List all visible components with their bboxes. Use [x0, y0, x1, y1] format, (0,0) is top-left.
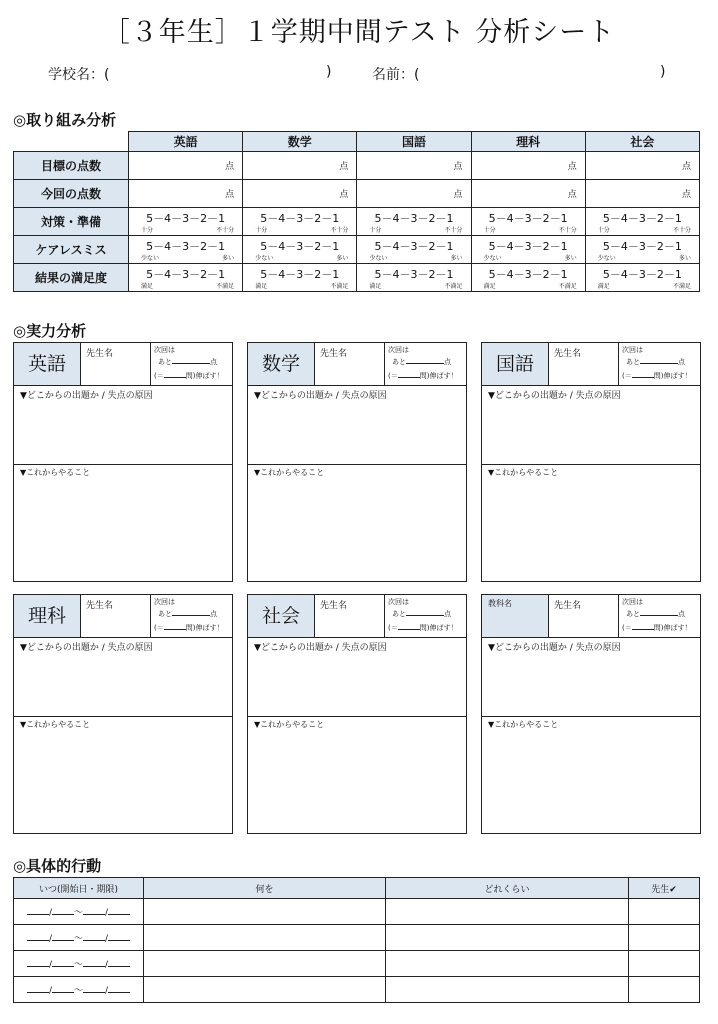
rating-cell[interactable]	[129, 208, 243, 236]
ato-label: あと	[626, 610, 640, 618]
school-label: 学校名：(	[48, 67, 110, 83]
rating-cell[interactable]	[585, 264, 699, 292]
eq-label: (＝	[388, 624, 398, 632]
date-blank[interactable]	[52, 940, 74, 941]
mon-label: 問)	[419, 624, 430, 632]
teacher-name-cell[interactable]	[80, 595, 151, 638]
rating-cell[interactable]	[471, 264, 585, 292]
points-to-gain	[626, 609, 685, 619]
rating-low-label: 少ない	[141, 255, 160, 262]
rating-high-label: 不十分	[216, 227, 235, 234]
rating-cell[interactable]	[243, 208, 357, 236]
source-cause-prompt: ▼どこからの出題か / 失点の原因	[20, 391, 153, 401]
date-blank[interactable]	[52, 914, 74, 915]
plan-what-cell[interactable]	[144, 899, 386, 925]
date-slash: /	[105, 986, 109, 996]
todo-prompt: ▼これからやること	[20, 468, 91, 477]
eq-label: (＝	[622, 372, 632, 380]
rating-high-label: 不十分	[558, 227, 577, 234]
rating-scale: 5－4－3－2－1	[602, 268, 682, 281]
nobasu-label: 伸ばす！	[663, 372, 692, 380]
rating-high-label: 不満足	[330, 283, 349, 290]
effort-row	[14, 180, 700, 208]
points-blank[interactable]	[406, 363, 444, 364]
rating-scale: 5－4－3－2－1	[488, 212, 568, 225]
plan-row	[14, 925, 700, 951]
next-goal-cell[interactable]	[150, 343, 232, 386]
next-goal-cell[interactable]	[384, 595, 466, 638]
plan-what-cell[interactable]	[144, 951, 386, 977]
rating-low-label: 少ない	[369, 255, 388, 262]
points-unit: 点	[678, 610, 685, 618]
rating-scale: 5－4－3－2－1	[146, 240, 226, 253]
rating-scale: 5－4－3－2－1	[488, 268, 568, 281]
plan-amount-cell[interactable]	[386, 977, 629, 1003]
plan-header: いつ(開始日・期限)	[14, 878, 144, 899]
teacher-label: 先生名	[86, 601, 114, 611]
questions-blank[interactable]	[632, 377, 654, 378]
rating-high-label: 不十分	[672, 227, 691, 234]
score-cell[interactable]: 点	[585, 180, 699, 208]
rating-cell[interactable]	[585, 208, 699, 236]
next-label: 次回は	[154, 346, 175, 354]
plan-row	[14, 951, 700, 977]
date-slash: /	[105, 908, 109, 918]
next-goal-cell[interactable]	[384, 343, 466, 386]
plan-row	[14, 899, 700, 925]
name-label: 名前：(	[372, 67, 420, 83]
teacher-name-cell[interactable]	[314, 595, 385, 638]
plan-date-cell[interactable]	[14, 925, 144, 951]
rating-cell[interactable]	[243, 264, 357, 292]
rating-low-label: 十分	[597, 227, 610, 234]
ability-box	[481, 594, 701, 834]
plan-date-cell[interactable]	[14, 977, 144, 1003]
rating-high-label: 多い	[678, 255, 691, 262]
points-blank[interactable]	[640, 615, 678, 616]
rating-low-label: 満足	[369, 283, 382, 290]
questions-to-gain	[154, 623, 223, 633]
divider	[14, 464, 232, 465]
points-unit: 点	[444, 610, 451, 618]
eq-label: (＝	[388, 372, 398, 380]
eq-label: (＝	[622, 624, 632, 632]
points-unit: 点	[210, 610, 217, 618]
subject-name: 理科	[14, 595, 81, 638]
points-unit: 点	[210, 358, 217, 366]
rating-low-label: 満足	[483, 283, 496, 290]
rating-high-label: 多い	[336, 255, 349, 262]
effort-analysis-table	[13, 131, 700, 292]
corner-cell	[14, 132, 129, 152]
rating-low-label: 十分	[369, 227, 382, 234]
effort-row	[14, 264, 700, 292]
rating-high-label: 不満足	[216, 283, 235, 290]
page-title: ［３年生］１学期中間テスト 分析シート	[102, 17, 616, 48]
rating-high-label: 不満足	[672, 283, 691, 290]
subject-name: 数学	[248, 343, 315, 386]
rating-high-label: 不満足	[558, 283, 577, 290]
score-cell[interactable]: 点	[357, 180, 471, 208]
divider	[14, 716, 232, 717]
ability-box	[13, 342, 233, 582]
rating-scale: 5－4－3－2－1	[260, 240, 340, 253]
rating-scale: 5－4－3－2－1	[146, 268, 226, 281]
next-label: 次回は	[154, 598, 175, 606]
todo-prompt: ▼これからやること	[488, 720, 559, 729]
action-plan-table	[13, 877, 700, 1003]
plan-row	[14, 977, 700, 1003]
rating-cell[interactable]	[585, 236, 699, 264]
next-goal-cell[interactable]	[618, 595, 700, 638]
date-blank[interactable]	[52, 992, 74, 993]
teacher-name-cell[interactable]	[548, 595, 619, 638]
points-unit: 点	[444, 358, 451, 366]
teacher-label: 先生名	[320, 601, 348, 611]
score-cell[interactable]: 点	[471, 152, 585, 180]
date-blank[interactable]	[52, 966, 74, 967]
rating-scale: 5－4－3－2－1	[488, 240, 568, 253]
effort-row-label: 結果の満足度	[14, 264, 129, 292]
divider	[248, 716, 466, 717]
eq-label: (＝	[154, 372, 164, 380]
rating-low-label: 満足	[255, 283, 268, 290]
date-tilde: ～	[73, 986, 83, 996]
subject-name: 国語	[482, 343, 549, 386]
todo-prompt: ▼これからやること	[254, 468, 325, 477]
rating-cell[interactable]	[357, 264, 471, 292]
teacher-label: 先生名	[554, 349, 582, 359]
date-slash: /	[105, 934, 109, 944]
rating-high-label: 不十分	[444, 227, 463, 234]
date-blank[interactable]	[108, 992, 130, 993]
todo-prompt: ▼これからやること	[488, 468, 559, 477]
effort-subject-header: 理科	[471, 132, 585, 152]
next-goal-cell[interactable]	[150, 595, 232, 638]
ato-label: あと	[158, 610, 172, 618]
date-tilde: ～	[73, 960, 83, 970]
source-cause-prompt: ▼どこからの出題か / 失点の原因	[20, 643, 153, 653]
rating-high-label: 不十分	[330, 227, 349, 234]
teacher-label: 先生名	[320, 349, 348, 359]
points-unit: 点	[678, 358, 685, 366]
ato-label: あと	[392, 610, 406, 618]
divider	[482, 464, 700, 465]
points-to-gain	[158, 609, 217, 619]
rating-scale: 5－4－3－2－1	[374, 240, 454, 253]
rating-scale: 5－4－3－2－1	[374, 212, 454, 225]
points-blank[interactable]	[172, 363, 210, 364]
plan-date-cell[interactable]	[14, 951, 144, 977]
ato-label: あと	[392, 358, 406, 366]
points-blank[interactable]	[172, 615, 210, 616]
custom-subject-cell[interactable]	[482, 595, 549, 638]
effort-subject-header: 国語	[357, 132, 471, 152]
rating-cell[interactable]	[357, 236, 471, 264]
subject-name: 英語	[14, 343, 81, 386]
date-blank[interactable]	[108, 966, 130, 967]
source-cause-prompt: ▼どこからの出題か / 失点の原因	[254, 643, 387, 653]
teacher-name-cell[interactable]	[548, 343, 619, 386]
mon-label: 問)	[653, 372, 664, 380]
plan-header: 何を	[144, 878, 386, 899]
score-cell[interactable]: 点	[357, 152, 471, 180]
ability-box	[247, 594, 467, 834]
nobasu-label: 伸ばす！	[663, 624, 692, 632]
questions-to-gain	[154, 371, 223, 381]
divider	[248, 464, 466, 465]
rating-cell[interactable]	[471, 236, 585, 264]
next-label: 次回は	[388, 598, 409, 606]
date-tilde: ～	[73, 934, 83, 944]
effort-subject-header: 数学	[243, 132, 357, 152]
score-cell[interactable]: 点	[471, 180, 585, 208]
questions-blank[interactable]	[164, 377, 186, 378]
date-slash: /	[48, 934, 52, 944]
next-goal-cell[interactable]	[618, 343, 700, 386]
effort-row-label: ケアレスミス	[14, 236, 129, 264]
points-blank[interactable]	[640, 363, 678, 364]
plan-amount-cell[interactable]	[386, 899, 629, 925]
source-cause-prompt: ▼どこからの出題か / 失点の原因	[488, 643, 621, 653]
date-blank[interactable]	[27, 914, 49, 915]
rating-cell[interactable]	[357, 208, 471, 236]
custom-subject-label: 教科名	[488, 599, 512, 608]
rating-high-label: 不満足	[444, 283, 463, 290]
date-tilde: ～	[73, 908, 83, 918]
questions-blank[interactable]	[398, 629, 420, 630]
section-action-title: ◎具体的行動	[13, 857, 102, 875]
effort-subject-header: 英語	[129, 132, 243, 152]
points-to-gain	[158, 357, 217, 367]
date-blank[interactable]	[83, 966, 105, 967]
rating-scale: 5－4－3－2－1	[602, 240, 682, 253]
points-to-gain	[626, 357, 685, 367]
date-blank[interactable]	[27, 966, 49, 967]
rating-low-label: 満足	[141, 283, 154, 290]
points-to-gain	[392, 357, 451, 367]
points-to-gain	[392, 609, 451, 619]
plan-amount-cell[interactable]	[386, 951, 629, 977]
questions-blank[interactable]	[398, 377, 420, 378]
rating-scale: 5－4－3－2－1	[260, 268, 340, 281]
effort-row-label: 目標の点数	[14, 152, 129, 180]
mon-label: 問)	[185, 624, 196, 632]
rating-cell[interactable]	[129, 264, 243, 292]
nobasu-label: 伸ばす！	[195, 624, 224, 632]
source-cause-prompt: ▼どこからの出題か / 失点の原因	[254, 391, 387, 401]
rating-low-label: 少ない	[483, 255, 502, 262]
questions-blank[interactable]	[164, 629, 186, 630]
subject-name: 社会	[248, 595, 315, 638]
questions-to-gain	[388, 371, 457, 381]
score-cell[interactable]: 点	[129, 180, 243, 208]
teacher-label: 先生名	[554, 601, 582, 611]
questions-to-gain	[622, 623, 691, 633]
nobasu-label: 伸ばす！	[195, 372, 224, 380]
effort-subject-header: 社会	[585, 132, 699, 152]
rating-scale: 5－4－3－2－1	[374, 268, 454, 281]
date-blank[interactable]	[108, 940, 130, 941]
rating-scale: 5－4－3－2－1	[602, 212, 682, 225]
date-blank[interactable]	[27, 940, 49, 941]
teacher-label: 先生名	[86, 349, 114, 359]
rating-low-label: 十分	[255, 227, 268, 234]
date-slash: /	[48, 908, 52, 918]
next-label: 次回は	[622, 598, 643, 606]
effort-row-label: 対策・準備	[14, 208, 129, 236]
effort-row	[14, 152, 700, 180]
plan-what-cell[interactable]	[144, 977, 386, 1003]
date-blank[interactable]	[27, 992, 49, 993]
date-slash: /	[48, 986, 52, 996]
date-blank[interactable]	[83, 940, 105, 941]
questions-to-gain	[388, 623, 457, 633]
ability-box	[481, 342, 701, 582]
eq-label: (＝	[154, 624, 164, 632]
effort-row	[14, 236, 700, 264]
teacher-name-cell[interactable]	[80, 343, 151, 386]
nobasu-label: 伸ばす！	[429, 624, 458, 632]
name-close: )	[660, 64, 666, 80]
rating-low-label: 十分	[141, 227, 154, 234]
score-cell[interactable]: 点	[243, 180, 357, 208]
ato-label: あと	[158, 358, 172, 366]
next-label: 次回は	[622, 346, 643, 354]
score-cell[interactable]: 点	[585, 152, 699, 180]
todo-prompt: ▼これからやること	[20, 720, 91, 729]
date-blank[interactable]	[83, 914, 105, 915]
section-ability-title: ◎実力分析	[13, 322, 87, 340]
plan-teacher-check-cell[interactable]	[629, 951, 700, 977]
ability-box	[247, 342, 467, 582]
effort-row	[14, 208, 700, 236]
teacher-name-cell[interactable]	[314, 343, 385, 386]
ability-box	[13, 594, 233, 834]
rating-low-label: 十分	[483, 227, 496, 234]
plan-teacher-check-cell[interactable]	[629, 925, 700, 951]
rating-low-label: 満足	[597, 283, 610, 290]
score-cell[interactable]: 点	[129, 152, 243, 180]
effort-row-label: 今回の点数	[14, 180, 129, 208]
nobasu-label: 伸ばす！	[429, 372, 458, 380]
section-effort-title: ◎取り組み分析	[13, 111, 117, 129]
rating-scale: 5－4－3－2－1	[260, 212, 340, 225]
rating-cell[interactable]	[471, 208, 585, 236]
mon-label: 問)	[653, 624, 664, 632]
rating-low-label: 少ない	[255, 255, 274, 262]
date-blank[interactable]	[83, 992, 105, 993]
mon-label: 問)	[185, 372, 196, 380]
plan-what-cell[interactable]	[144, 925, 386, 951]
rating-high-label: 多い	[564, 255, 577, 262]
plan-header: どれくらい	[386, 878, 629, 899]
divider	[482, 716, 700, 717]
plan-amount-cell[interactable]	[386, 925, 629, 951]
date-slash: /	[105, 960, 109, 970]
plan-header: 先生✔	[629, 878, 700, 899]
date-blank[interactable]	[108, 914, 130, 915]
source-cause-prompt: ▼どこからの出題か / 失点の原因	[488, 391, 621, 401]
rating-high-label: 多い	[222, 255, 235, 262]
ato-label: あと	[626, 358, 640, 366]
todo-prompt: ▼これからやること	[254, 720, 325, 729]
rating-high-label: 多い	[450, 255, 463, 262]
rating-cell[interactable]	[129, 236, 243, 264]
date-slash: /	[48, 960, 52, 970]
mon-label: 問)	[419, 372, 430, 380]
plan-date-cell[interactable]	[14, 899, 144, 925]
score-cell[interactable]: 点	[243, 152, 357, 180]
points-blank[interactable]	[406, 615, 444, 616]
rating-low-label: 少ない	[597, 255, 616, 262]
plan-teacher-check-cell[interactable]	[629, 977, 700, 1003]
plan-teacher-check-cell[interactable]	[629, 899, 700, 925]
school-close: )	[326, 64, 332, 80]
next-label: 次回は	[388, 346, 409, 354]
questions-to-gain	[622, 371, 691, 381]
rating-cell[interactable]	[243, 236, 357, 264]
rating-scale: 5－4－3－2－1	[146, 212, 226, 225]
questions-blank[interactable]	[632, 629, 654, 630]
